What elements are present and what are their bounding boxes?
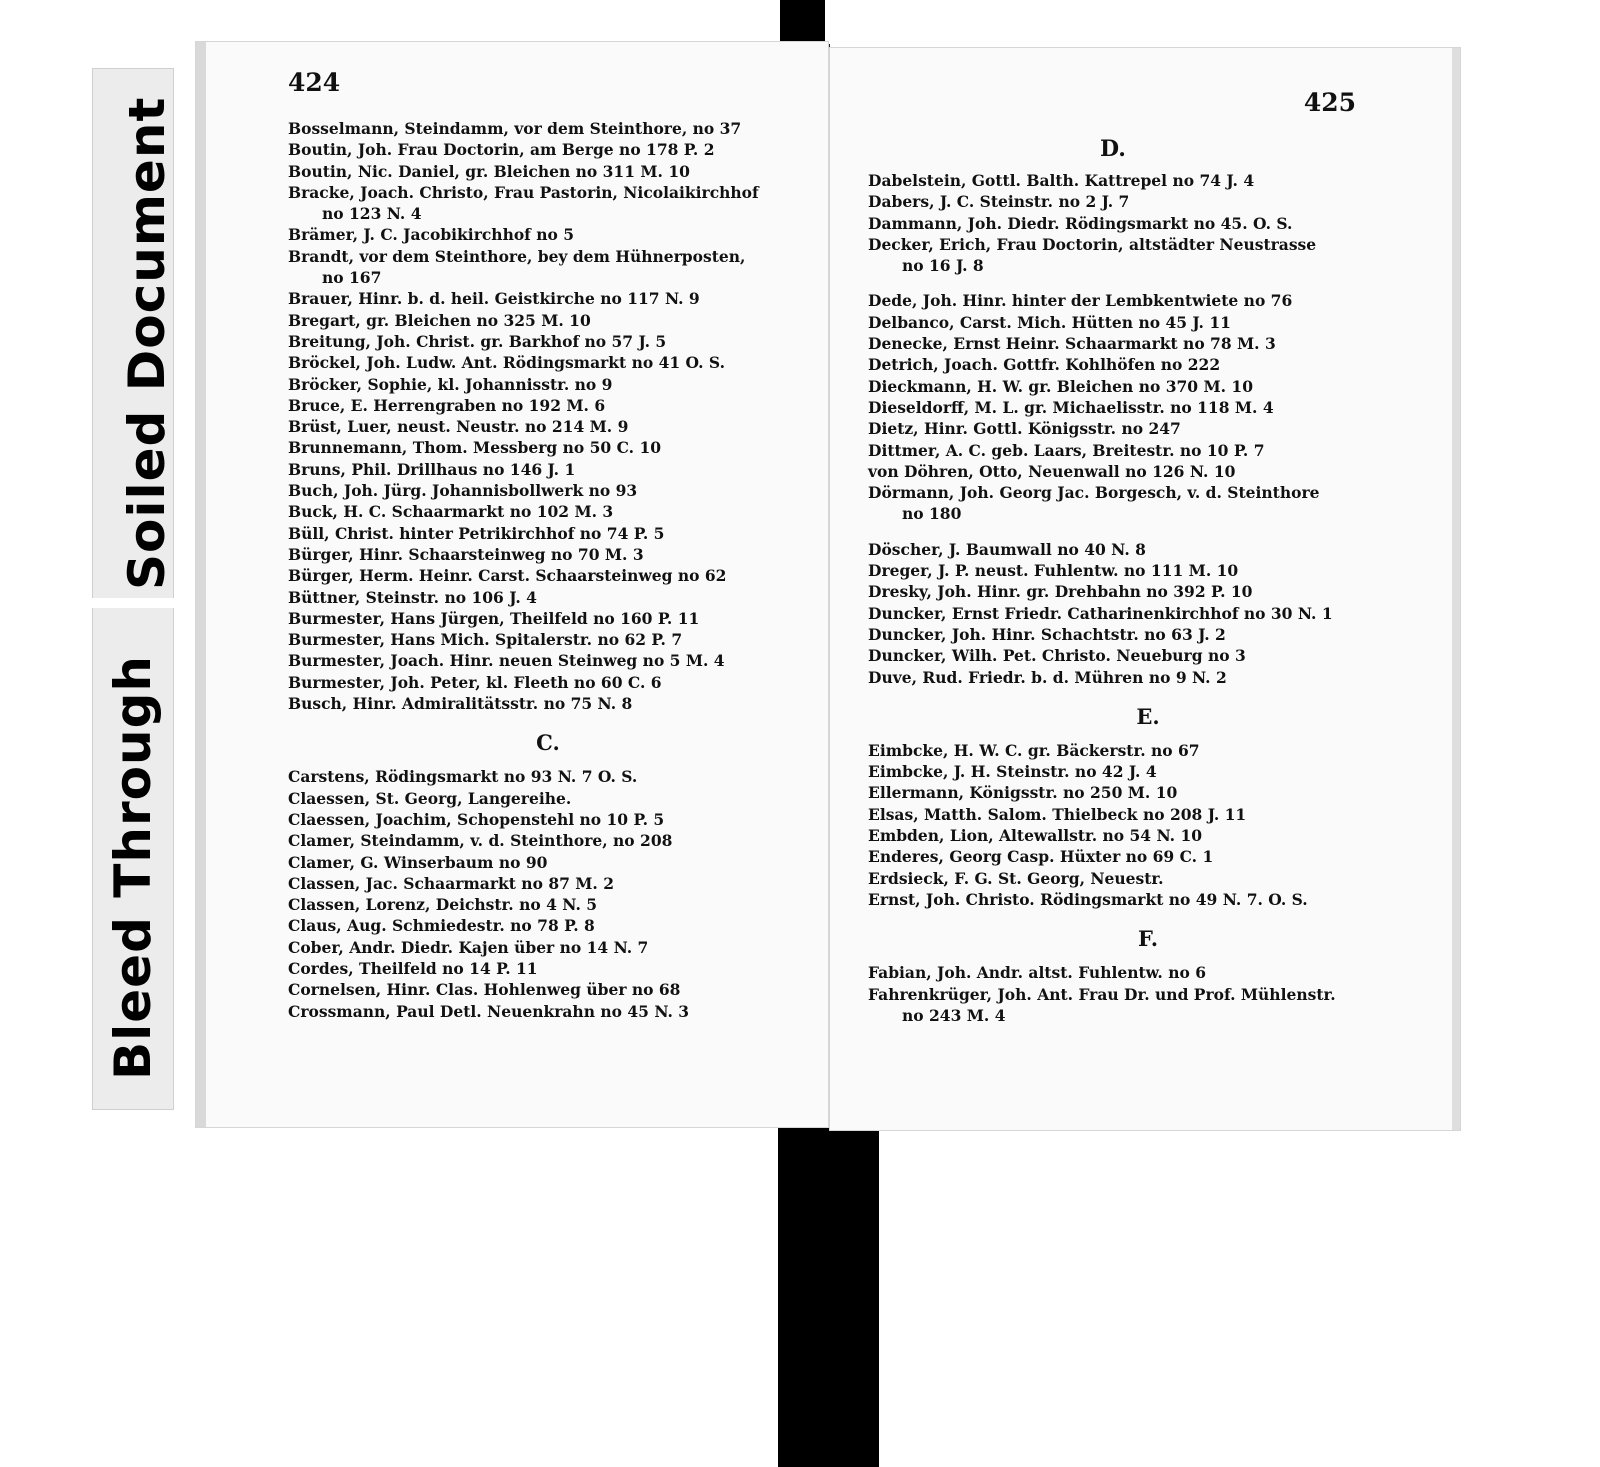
directory-entry: Embden, Lion, Altewallstr. no 54 N. 10 [868,826,1203,846]
left-page-entries [288,118,808,1022]
directory-entry: Dede, Joh. Hinr. hinter der Lembkentwiete no 76 [868,291,1293,311]
directory-entry: Classen, Jac. Schaarmarkt no 87 M. 2 [288,873,615,893]
page-number-left: 424 [288,68,341,97]
list-group-c [288,766,808,1022]
directory-entry: Buck, H. C. Schaarmarkt no 102 M. 3 [288,502,614,522]
directory-entry: Cober, Andr. Diedr. Kajen über no 14 N. 7 [288,937,649,957]
directory-entry: Delbanco, Carst. Mich. Hütten no 45 J. 11 [868,312,1231,332]
directory-entry: Burmester, Joh. Peter, kl. Fleeth no 60 C. 6 [288,672,662,692]
directory-entry: Clamer, Steindamm, v. d. Steinthore, no 208 [288,831,673,851]
directory-entry: Carstens, Rödingsmarkt no 93 N. 7 O. S. [288,767,638,787]
list-group-d3 [868,539,1428,688]
directory-entry: Büttner, Steinstr. no 106 J. 4 [288,587,537,607]
directory-entry: Döscher, J. Baumwall no 40 N. 8 [868,539,1146,559]
directory-entry: Büll, Christ. hinter Petrikirchhof no 74 P. 5 [288,523,665,543]
directory-entry: Burmester, Hans Jürgen, Theilfeld no 160 P. 11 [288,608,700,628]
binding-bar-bottom [778,1120,879,1467]
list-group-f [868,962,1428,1026]
directory-entry: Eimbcke, H. W. C. gr. Bäckerstr. no 67 [868,740,1200,760]
directory-entry: Denecke, Ernst Heinr. Schaarmarkt no 78 M. 3 [868,334,1276,354]
directory-entry: Fabian, Joh. Andr. altst. Fuhlentw. no 6 [868,963,1207,983]
directory-entry: Boutin, Joh. Frau Doctorin, am Berge no 178 P. 2 [288,140,715,160]
section-heading-f: F. [1137,926,1159,952]
section-heading-c: C. [536,730,560,756]
directory-entry: Dieckmann, H. W. gr. Bleichen no 370 M. 10 [868,376,1253,396]
directory-entry-continuation: no 167 [322,268,382,288]
directory-entry: Brunnemann, Thom. Messberg no 50 C. 10 [288,438,662,458]
spacer [868,276,1428,290]
directory-entry: Cordes, Theilfeld no 14 P. 11 [288,958,538,978]
directory-entry-continuation: no 123 N. 4 [322,204,422,224]
list-group-d2 [868,290,1428,524]
directory-entry: Bröckel, Joh. Ludw. Ant. Rödingsmarkt no 41 O. S. [288,353,725,373]
directory-entry-continuation: no 16 J. 8 [902,256,984,276]
directory-entry: Bruce, E. Herrengraben no 192 M. 6 [288,395,606,415]
directory-entry: Crossmann, Paul Detl. Neuenkrahn no 45 N. 3 [288,1001,690,1021]
directory-entry: Duve, Rud. Friedr. b. d. Mühren no 9 N. 2 [868,667,1227,687]
directory-entry: Enderes, Georg Casp. Hüxter no 69 C. 1 [868,847,1214,867]
directory-entry: Buch, Joh. Jürg. Johannisbollwerk no 93 [288,481,638,501]
directory-entry: Boutin, Nic. Daniel, gr. Bleichen no 311 M. 10 [288,161,690,181]
binding-bar-top [780,0,825,44]
directory-entry: Dittmer, A. C. geb. Laars, Breitestr. no 10 P. 7 [868,440,1265,460]
list-group-d1 [868,170,1428,276]
directory-entry: Ellermann, Königsstr. no 250 M. 10 [868,783,1178,803]
directory-entry: Brandt, vor dem Steinthore, bey dem Hühnerposten, [288,246,746,266]
directory-entry: Dresky, Joh. Hinr. gr. Drehbahn no 392 P. 10 [868,582,1253,602]
section-heading-d: D. [1100,136,1126,162]
directory-entry: Bürger, Hinr. Schaarsteinweg no 70 M. 3 [288,544,644,564]
directory-entry-continuation: no 180 [902,504,962,524]
left-page [196,42,828,1127]
directory-entry: Bosselmann, Steindamm, vor dem Steinthore, no 37 [288,119,742,138]
directory-entry-continuation: no 243 M. 4 [902,1005,1006,1025]
directory-entry: Detrich, Joach. Gottfr. Kohlhöfen no 222 [868,355,1221,375]
list-group-b [288,118,808,714]
directory-entry: Bürger, Herm. Heinr. Carst. Schaarsteinweg no 62 [288,566,727,586]
directory-entry: Fahrenkrüger, Joh. Ant. Frau Dr. und Prof. Mühlenstr. [868,984,1336,1004]
directory-entry: Bregart, gr. Bleichen no 325 M. 10 [288,310,591,330]
directory-entry: Dietz, Hinr. Gottl. Königsstr. no 247 [868,419,1181,439]
directory-entry: Brauer, Hinr. b. d. heil. Geistkirche no 117 N. 9 [288,289,700,309]
directory-entry: Clamer, G. Winserbaum no 90 [288,852,548,872]
directory-entry: Burmester, Joach. Hinr. neuen Steinweg no 5 M. 4 [288,651,725,671]
directory-entry: Claus, Aug. Schmiedestr. no 78 P. 8 [288,916,595,936]
directory-entry: Dieseldorff, M. L. gr. Michaelisstr. no 118 M. 4 [868,397,1274,417]
right-page-entries [868,170,1428,1026]
directory-entry: Claessen, St. Georg, Langereihe. [288,788,572,808]
directory-entry: Erdsieck, F. G. St. Georg, Neuestr. [868,868,1164,888]
directory-entry: Bröcker, Sophie, kl. Johannisstr. no 9 [288,374,613,394]
directory-entry: Dörmann, Joh. Georg Jac. Borgesch, v. d. Steinthore [868,483,1320,503]
page-number-right: 425 [1303,88,1356,117]
directory-entry: Eimbcke, J. H. Steinstr. no 42 J. 4 [868,762,1157,782]
directory-entry: Bruns, Phil. Drillhaus no 146 J. 1 [288,459,576,479]
directory-entry: Elsas, Matth. Salom. Thielbeck no 208 J. 11 [868,804,1247,824]
directory-entry: Classen, Lorenz, Deichstr. no 4 N. 5 [288,895,598,915]
directory-entry: Brüst, Luer, neust. Neustr. no 214 M. 9 [288,417,629,437]
right-page [830,48,1460,1130]
directory-entry: Dabers, J. C. Steinstr. no 2 J. 7 [868,192,1130,212]
directory-entry: Busch, Hinr. Admiralitätsstr. no 75 N. 8 [288,694,633,714]
directory-entry: Ernst, Joh. Christo. Rödingsmarkt no 49 N. 7. O. S. [868,889,1308,909]
bleed-through-label: Bleed Through [104,655,162,1080]
side-label-separator [92,598,176,608]
directory-entry: Breitung, Joh. Christ. gr. Barkhof no 57 J. 5 [288,331,667,351]
directory-entry: Burmester, Hans Mich. Spitalerstr. no 62 P. 7 [288,630,683,650]
directory-entry: Bracke, Joach. Christo, Frau Pastorin, Nicolaikirchhof [288,182,759,202]
directory-entry: von Döhren, Otto, Neuenwall no 126 N. 10 [868,461,1236,481]
directory-entry: Claessen, Joachim, Schopenstehl no 10 P. 5 [288,809,665,829]
directory-entry: Cornelsen, Hinr. Clas. Hohlenweg über no 68 [288,980,681,1000]
soiled-document-label: Soiled Document [118,96,176,590]
directory-entry: Dreger, J. P. neust. Fuhlentw. no 111 M. 10 [868,561,1239,581]
directory-entry: Duncker, Wilh. Pet. Christo. Neueburg no 3 [868,646,1246,666]
directory-entry: Brämer, J. C. Jacobikirchhof no 5 [288,225,575,245]
directory-entry: Duncker, Joh. Hinr. Schachtstr. no 63 J. 2 [868,624,1226,644]
directory-entry: Dabelstein, Gottl. Balth. Kattrepel no 74 J. 4 [868,171,1255,190]
directory-entry: Dammann, Joh. Diedr. Rödingsmarkt no 45. O. S. [868,213,1293,233]
section-heading-e: E. [1136,703,1160,729]
directory-entry: Duncker, Ernst Friedr. Catharinenkirchhof no 30 N. 1 [868,603,1333,623]
spacer [868,525,1428,539]
list-group-e [868,740,1428,910]
directory-entry: Decker, Erich, Frau Doctorin, altstädter Neustrasse [868,234,1317,254]
